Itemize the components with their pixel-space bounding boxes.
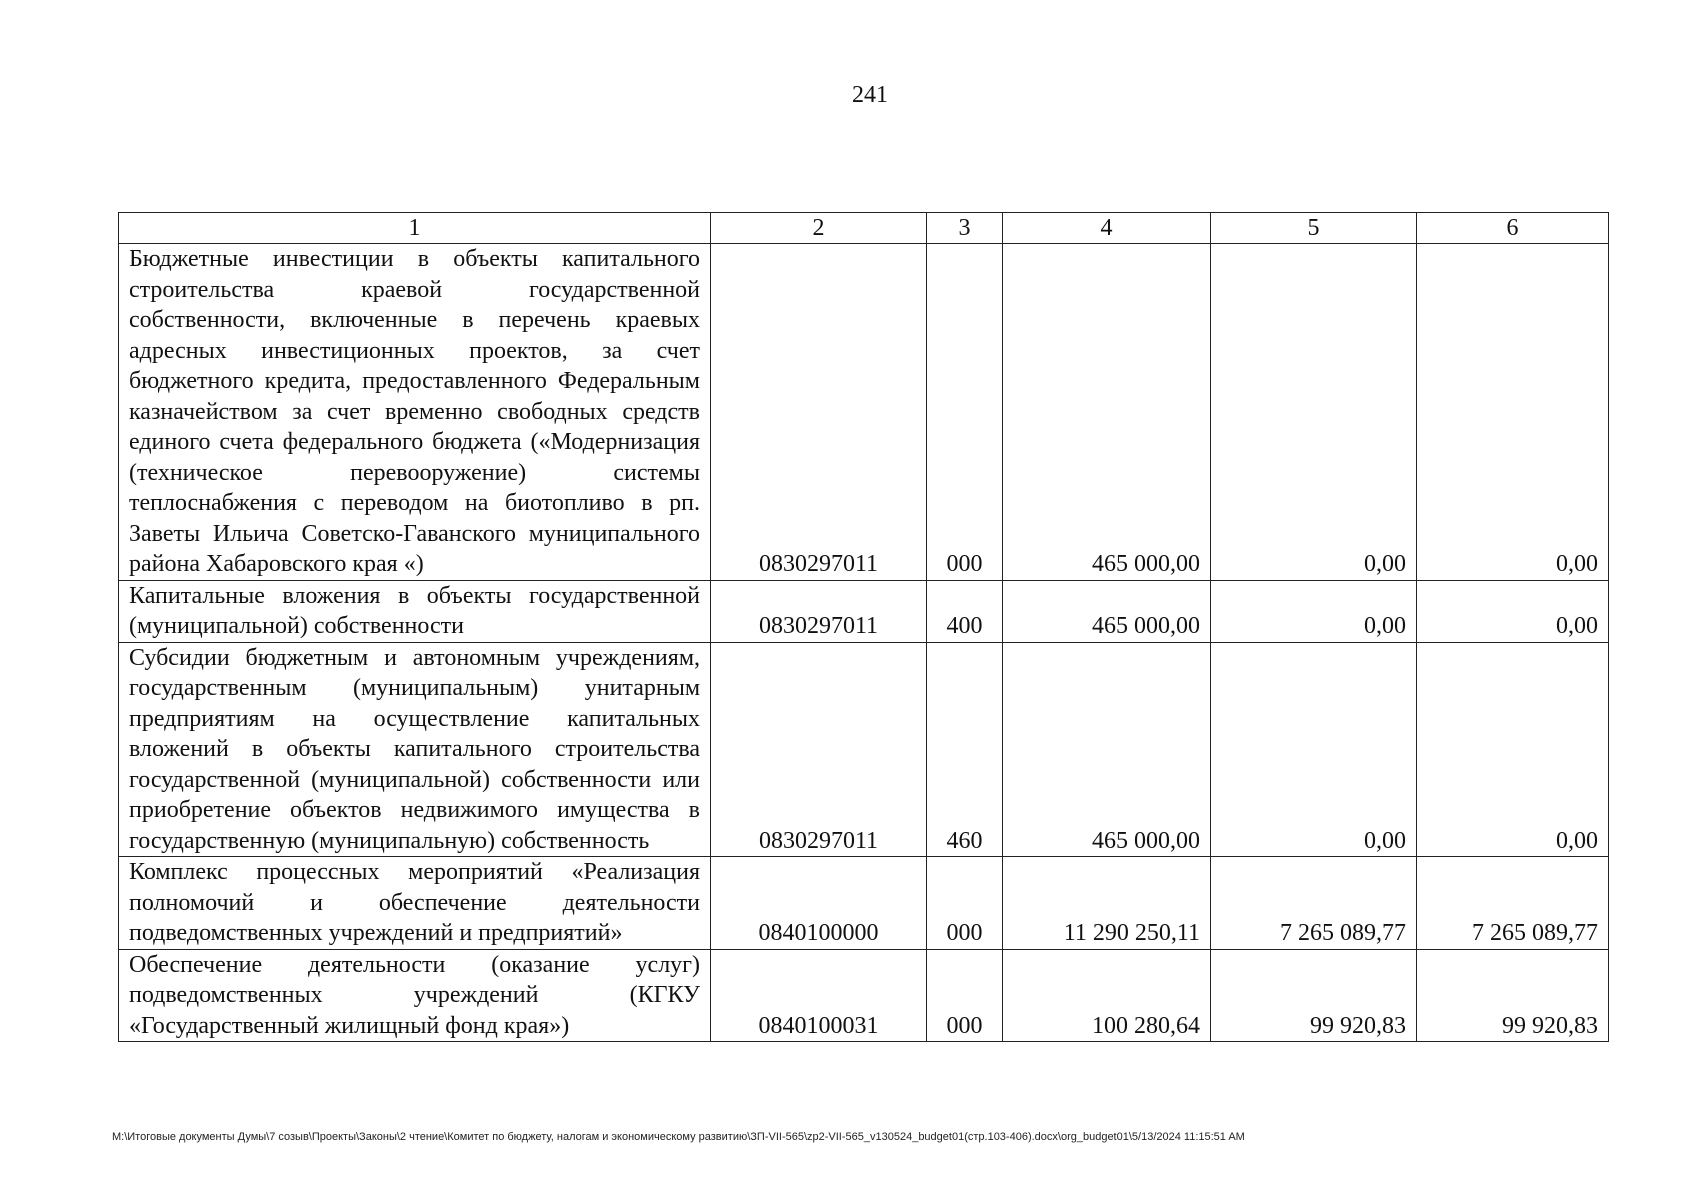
row-target-code: 0840100000 (711, 857, 927, 950)
row-amount-col4: 465 000,00 (1003, 244, 1211, 581)
table-row (119, 642, 1609, 857)
row-amount-col4: 100 280,64 (1003, 949, 1211, 1042)
row-target-code: 0830297011 (711, 642, 927, 857)
table-row (119, 949, 1609, 1042)
row-target-code: 0830297011 (711, 244, 927, 581)
row-amount-col6: 7 265 089,77 (1417, 857, 1609, 950)
column-header-5: 5 (1211, 213, 1417, 244)
row-name: Обеспечение деятельности (оказание услуг) подведомственных учреждений (КГКУ «Государственный жилищный фонд края») (119, 949, 711, 1042)
table-row (119, 857, 1609, 950)
row-target-code: 0830297011 (711, 580, 927, 642)
row-expense-kind: 000 (927, 244, 1003, 581)
row-name: Комплекс процессных мероприятий «Реализация полномочий и обеспечение деятельности подведомственных учреждений и предприятий» (119, 857, 711, 950)
table-row (119, 244, 1609, 581)
column-header-3: 3 (927, 213, 1003, 244)
row-amount-col6: 0,00 (1417, 642, 1609, 857)
page-number: 241 (852, 82, 888, 108)
row-target-code: 0840100031 (711, 949, 927, 1042)
row-amount-col4: 465 000,00 (1003, 642, 1211, 857)
column-header-row (119, 213, 1609, 244)
column-header-6: 6 (1417, 213, 1609, 244)
row-expense-kind: 460 (927, 642, 1003, 857)
row-amount-col6: 99 920,83 (1417, 949, 1609, 1042)
column-header-2: 2 (711, 213, 927, 244)
row-expense-kind: 400 (927, 580, 1003, 642)
column-header-4: 4 (1003, 213, 1211, 244)
row-expense-kind: 000 (927, 857, 1003, 950)
row-amount-col6: 0,00 (1417, 244, 1609, 581)
row-amount-col5: 0,00 (1211, 580, 1417, 642)
row-name: Капитальные вложения в объекты государственной (муниципальной) собственности (119, 580, 711, 642)
row-amount-col5: 0,00 (1211, 642, 1417, 857)
budget-table (118, 212, 1609, 1042)
row-amount-col5: 0,00 (1211, 244, 1417, 581)
row-name: Бюджетные инвестиции в объекты капитального строительства краевой государственной собственности, включенные в перечень краевых адресных инвестиционных проектов, за счет бюджетного кредита, предоставленного Федеральным казначейством за счет временно свободных средств единого счета федерального бюджета («Модернизация (техническое перевооружение) системы теплоснабжения с переводом на биотопливо в рп. Заветы Ильича Советско-Гаванского муниципального района Хабаровского края «) (119, 244, 711, 581)
row-name: Субсидии бюджетным и автономным учреждениям, государственным (муниципальным) унитарным предприятиям на осуществление капитальных вложений в объекты капитального строительства государственной (муниципальной) собственности или приобретение объектов недвижимого имущества в государственную (муниципальную) собственность (119, 642, 711, 857)
row-amount-col4: 465 000,00 (1003, 580, 1211, 642)
row-amount-col6: 0,00 (1417, 580, 1609, 642)
row-amount-col5: 99 920,83 (1211, 949, 1417, 1042)
row-amount-col5: 7 265 089,77 (1211, 857, 1417, 950)
document-file-path: M:\Итоговые документы Думы\7 созыв\Проекты\Законы\2 чтение\Комитет по бюджету, налогам и экономическому развитию\ЗП-VII-565\zp2-VII-565_v130524_budget01(стр.103-406).docx\org_budget01\5/13/2024 11:15:51 AM (112, 1131, 1245, 1143)
row-amount-col4: 11 290 250,11 (1003, 857, 1211, 950)
row-expense-kind: 000 (927, 949, 1003, 1042)
table-row (119, 580, 1609, 642)
column-header-1: 1 (119, 213, 711, 244)
